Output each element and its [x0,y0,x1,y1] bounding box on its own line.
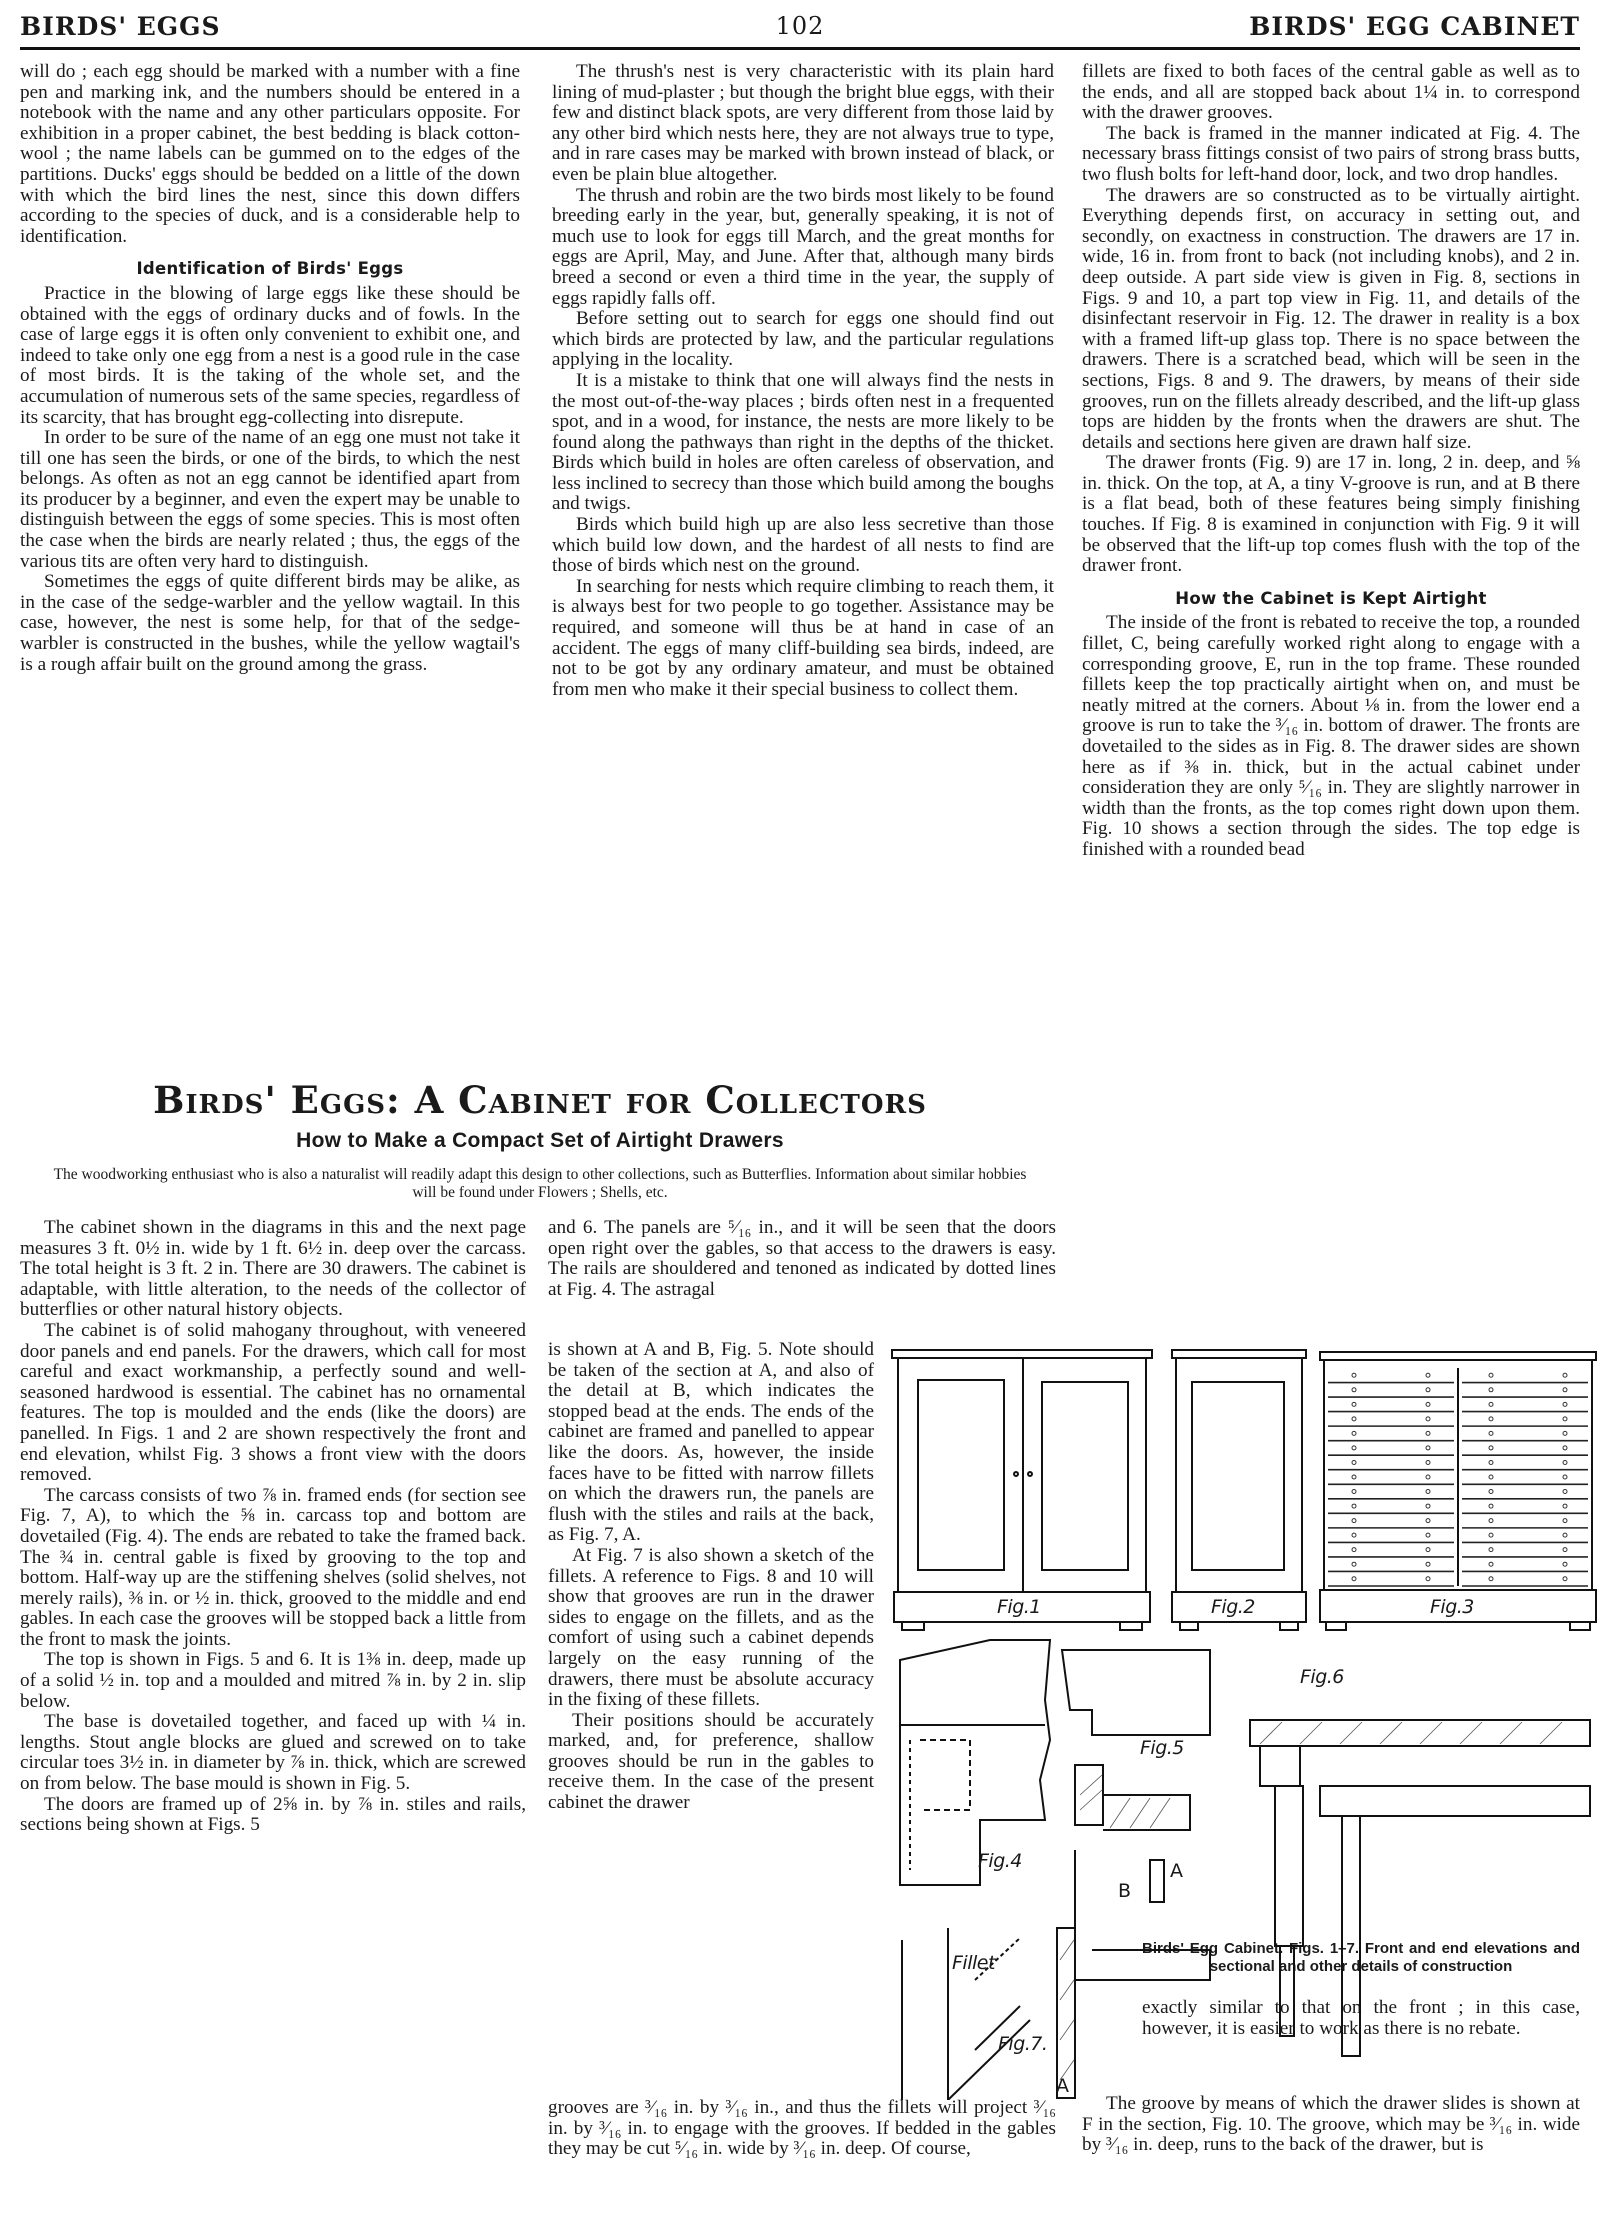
fig7-label: Fig.7. [998,2033,1048,2055]
article-standfirst: The woodworking enthusiast who is also a naturalist will readily adapt this design to other collections, such as Butterflies. Information about similar hobbies will be found under Flowers ; Shells, etc. [53,1166,1027,1201]
paragraph: Practice in the blowing of large eggs like these should be obtained with the eggs of ordinary ducks and of fowls. In the case of large eggs it is often only convenient to exhibit one, and indeed to take only one egg from a nest is a good rule in the case of most birds. It is the taking of the whole set, and the accumulation of numerous sets of the same species, regardless of its scarcity, that has brought egg-collecting into disrepute. [20,282,520,428]
cabinet-article-column-1 [20,1218,526,1836]
fig5-b-label: B [1118,1880,1131,1902]
prev-article-column-1 [20,62,520,675]
cabinet-article-column-3-top [1082,62,1580,861]
paragraph: The groove by means of which the drawer slides is shown at F in the section, Fig. 10. The groove, which may be ³⁄₁₆ in. wide by ³⁄₁₆ in. deep, runs to the back of the drawer, but is [1082,2093,1580,2156]
cabinet-diagram-illustration [880,1340,1600,2100]
paragraph: The base is dovetailed together, and faced up with ¼ in. lengths. Stout angle blocks are glued and screwed on to take circular toes 3½ in. in diameter by ⅞ in. thick, which are screwed on from below. The base mould is shown in Fig. 5. [20,1711,526,1795]
page-number: 102 [775,12,825,40]
paragraph: At Fig. 7 is also shown a sketch of the fillets. A reference to Figs. 8 and 10 will show that grooves are run in the drawer sides to engage on the fillets, and as the comfort of using such a cabinet depends largely on the easy running of the drawers, there must be absolute accuracy in the fixing of these fillets. [548,1544,874,1711]
paragraph: The top is shown in Figs. 5 and 6. It is 1⅜ in. deep, made up of a solid ½ in. top and a moulded and mitred ⅞ in. by 2 in. slip below. [20,1649,526,1712]
figure-caption: Birds' Egg Cabinet. Figs. 1–7. Front and end elevations and sectional and other details of construction [1142,1940,1580,1975]
fig4-label: Fig.4 [978,1850,1022,1872]
paragraph: The carcass consists of two ⅞ in. framed ends (for section see Fig. 7, A), to which the ⅝ in. carcass top and bottom are dovetailed (Fig. 4). The ends are rebated to take the framed back. The ¾ in. central gable is fixed by grooving to the top and bottom. Half-way up are the stiffening shelves (solid shelves, not merely rails), ⅜ in. or ½ in. thick, grooved to the middle and end gables. In each case the grooves will be stopped back a little from the front to mask the joints. [20,1484,526,1650]
fig5-label: Fig.5 [1140,1737,1184,1759]
running-head [20,10,1580,50]
fillet-label: Fillet [952,1952,995,1974]
paragraph: is shown at A and B, Fig. 5. Note should be taken of the section at A, and also of the detail at B, which indicates the stopped bead at the ends. The ends of the cabinet are framed and panelled to appear like the doors. As, however, the inside faces have to be fitted with narrow fillets on which the drawers run, the panels are flush with the stiles and rails at the back, as Fig. 7, A. [548,1339,874,1546]
paragraph: fillets are fixed to both faces of the central gable as well as to the ends, and all are stopped back about 1¼ in. to correspond with the drawer grooves. [1082,61,1580,124]
paragraph: Their positions should be accurately marked, and, for preference, shallow grooves should be run in the gables to receive them. In the case of the present cabinet the drawer [548,1709,874,1814]
cabinet-article-column-2-top [548,1218,1056,1300]
cabinet-article-column-2-narrow [548,1340,874,1814]
paragraph: In order to be sure of the name of an egg one must not take it till one has seen the birds, or one of the birds, to which the nest belongs. As often as not an egg cannot be identified apart from its producer by a beginner, and even the expert may be unable to distinguish between the eggs of some species. This is most often the case when the birds are nearly related ; thus, the eggs of the various tits are often very hard to distinguish. [20,427,520,572]
fig5-top-section [1062,1650,1210,1980]
fig2-end-elevation [1172,1350,1306,1630]
paragraph: It is a mistake to think that one will always find the nests in the most out-of-the-way places ; birds often nest in a frequented spot, and in a wood, for instance, the nests are more likely to be found along the pathways than right in the depths of the thicket. Birds which build in holes are often careless of observation, and less inclined to secrecy than those which build among the boughs and twigs. [552,369,1054,515]
fig5-a-label: A [1170,1860,1183,1882]
paragraph: Before setting out to search for eggs one should find out which birds are protected by law, and the particular regulations applying in the locality. [552,308,1054,371]
fig7-a-label: A [1056,2075,1069,2097]
fig1-label: Fig.1 [997,1596,1041,1618]
fig1-front-elevation [892,1350,1152,1630]
fig4-dovetail-joint [900,1640,1050,1885]
paragraph: The drawer fronts (Fig. 9) are 17 in. long, 2 in. deep, and ⅝ in. thick. On the top, at A, a tiny V-groove is run, and at B there is a flat bead, both of these features being simply finishing touches. If Fig. 8 is examined in conjunction with Fig. 9 it will be observed that the lift-up top comes flush with the top of the drawer front. [1082,452,1580,577]
paragraph: Sometimes the eggs of quite different birds may be alike, as in the case of the sedge-warbler and the yellow wagtail. In this case, however, the nest is some help, for that of the sedge-warbler is constructed in the bushes, while the yellow wagtail's is a rough affair built on the ground among the grass. [20,571,520,675]
running-head-right: BIRDS' EGG CABINET [1249,12,1580,41]
paragraph: The doors are framed up of 2⅝ in. by ⅞ in. stiles and rails, sections being shown at Figs. 5 [20,1793,526,1836]
cabinet-article-column-2-bottom [548,2098,1056,2160]
fig6-label: Fig.6 [1300,1666,1344,1688]
paragraph: will do ; each egg should be marked with a number with a fine pen and marking ink, and the numbers should be entered in a notebook with the name and any other particulars opposite. For exhibition in a proper cabinet, the best bedding is black cotton-wool ; the name labels can be gummed on to the edges of the partitions. Ducks' eggs should be bedded on a little of the down with which the bird lines the nest, since this down differs according to the species of duck, and is a considerable help to identification. [20,61,520,247]
paragraph: and 6. The panels are ⁵⁄₁₆ in., and it will be seen that the doors open right over the gables, so that access to the drawers is easy. The rails are shouldered and tenoned as indicated by dotted lines at Fig. 4. The astragal [548,1217,1056,1300]
fig3-label: Fig.3 [1430,1596,1474,1618]
paragraph: exactly similar to that on the front ; in this case, however, it is easier to work as there is no rebate. [1142,1997,1580,2039]
prev-article-column-2 [552,62,1054,700]
section-heading-identification: Identification of Birds' Eggs [136,259,404,279]
paragraph: The cabinet is of solid mahogany throughout, with veneered door panels and end panels. For the drawers, which call for most careful and exact workmanship, a perfectly sound and well-seasoned hardwood is essential. The cabinet has no ornamental features. The top is moulded and the ends (like the doors) are panelled. In Figs. 1 and 2 are shown respectively the front and end elevation, whilst Fig. 3 shows a front view with the doors removed. [20,1319,526,1486]
paragraph: The drawers are so constructed as to be virtually airtight. Everything depends first, on accuracy in setting out, and secondly, on exactness in construction. The drawers are 17 in. wide, 16 in. from front to back (not including knobs), and 2 in. deep outside. A part side view is given in Fig. 8, sections in Figs. 9 and 10, a part top view in Fig. 11, and details of the disinfectant reservoir in Fig. 12. The drawer in reality is a box with a framed lift-up glass top. There is no space between the drawers. There is a scratched bead, which will be seen in the sections, Figs. 8 and 9. The drawers, by means of their side grooves, run on the fillets already described, and the lift-up glass tops are hidden by the fronts when the drawers are shut. The details and sections here given are drawn half size. [1082,184,1580,453]
section-hatching [1060,1722,1562,2080]
paragraph: Birds which build high up are also less secretive than those which build low down, and the hardest of all nests to find are those of birds which nest on the ground. [552,514,1054,577]
article-header [20,1078,1060,1202]
paragraph: The thrush and robin are the two birds most likely to be found breeding early in the year, but, generally speaking, it is not of much use to look for eggs till March, and the great months for eggs are April, May, and June. After that, although many birds breed a second or even a third time in the year, the supply of eggs rapidly falls off. [552,184,1054,309]
cabinet-figures [880,1340,1600,2100]
paragraph: The thrush's nest is very characteristic with its plain hard lining of mud-plaster ; but though the bright blue eggs, with their few and distinct black spots, are very different from those laid by any other bird which nests here, they are not always true to type, and in rare cases may be marked with brown instead of black, or even be plain blue altogether. [552,61,1054,185]
paragraph: The inside of the front is rebated to receive the top, a rounded fillet, C, being carefully worked right along to engage with a corresponding groove, E, run in the top frame. These rounded fillets keep the top practically airtight when on, and must be neatly mitred at the corners. About ⅛ in. from the lower end a groove is run to take the ³⁄₁₆ in. bottom of drawer. The fronts are dovetailed to the sides as in Fig. 8. The drawer sides are shown here as if ⅜ in. thick, but in the actual cabinet under consideration they are only ⁵⁄₁₆ in. They are slightly narrower in width than the fronts, as the top comes right down upon them. Fig. 10 shows a section through the sides. The top edge is finished with a rounded bead [1082,612,1580,860]
paragraph: The back is framed in the manner indicated at Fig. 4. The necessary brass fittings consist of two pairs of strong brass butts, two flush bolts for left-hand door, lock, and two drop handles. [1082,122,1580,185]
paragraph: In searching for nests which require climbing to reach them, it is always best for two people to go together. Assistance may be required, and someone will thus be at hand in case of an accident. The eggs of many cliff-building sea birds, indeed, are not to be got by any ordinary amateur, and must be obtained from men who make it their special business to collect them. [552,575,1054,700]
running-head-left: BIRDS' EGGS [20,12,221,41]
cabinet-article-column-3-bottom [1082,2094,1580,2156]
article-subtitle: How to Make a Compact Set of Airtight Drawers [296,1129,784,1152]
article-title: Birds' Eggs: A Cabinet for Collectors [153,1078,927,1122]
fig3-front-drawers [1320,1352,1596,1630]
paragraph: grooves are ³⁄₁₆ in. by ³⁄₁₆ in., and thus the fillets will project ³⁄₁₆ in. by ³⁄₁₆ in. to engage with the grooves. If bedded in the gables they may be cut ⁵⁄₁₆ in. wide by ³⁄₁₆ in. deep. Of course, [548,2097,1056,2160]
fig6-top-section [1250,1720,1590,2056]
fig2-label: Fig.2 [1211,1596,1255,1618]
paragraph: The cabinet shown in the diagrams in this and the next page measures 3 ft. 0½ in. wide by 1 ft. 6½ in. deep over the carcass. The total height is 3 ft. 2 in. There are 30 drawers. The cabinet is adaptable, with little alteration, to the needs of the collector of butterflies or other natural history objects. [20,1217,526,1321]
section-heading-airtight: How the Cabinet is Kept Airtight [1175,588,1487,608]
